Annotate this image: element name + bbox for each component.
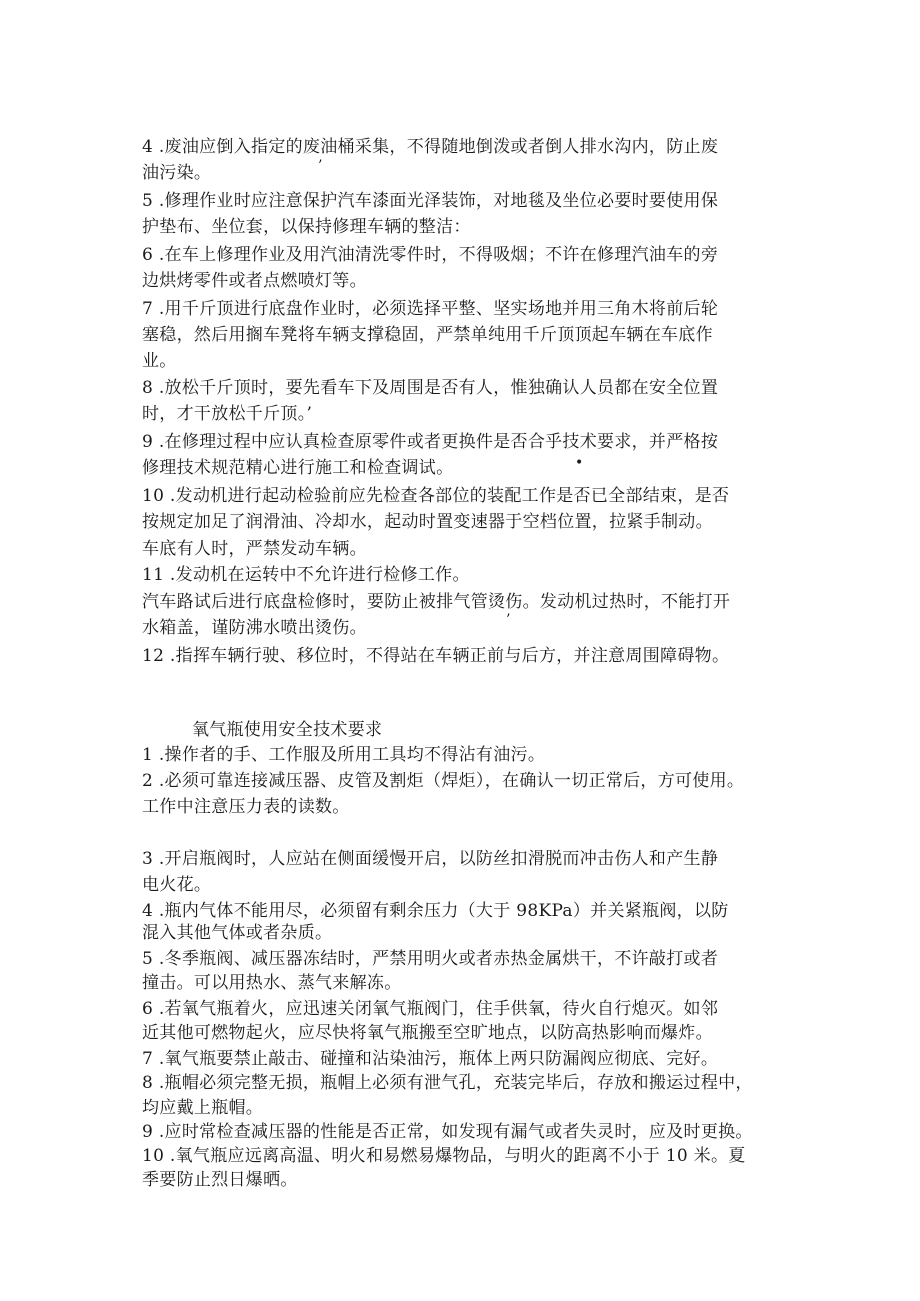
paragraph-line: 8 .放松千斤顶时，要先看车下及周围是否有人，惟独确认人员都在安全位置 <box>142 378 719 398</box>
paragraph-line: 油污染。 <box>142 163 212 183</box>
paragraph-line: 混入其他气体或者杂质。 <box>142 923 333 943</box>
paragraph-line: 水箱盖，谨防沸水喷出烫伤。 <box>142 618 367 638</box>
paragraph-line: 时，才干放松千斤顶。’ <box>142 404 313 424</box>
paragraph-line: 5 .冬季瓶阀、减压器冻结时，严禁用明火或者赤热金属烘干，不许敲打或者 <box>142 949 719 969</box>
paragraph-line: 业。 <box>142 351 177 371</box>
paragraph-line: 车底有人时，严禁发动车辆。 <box>142 539 367 559</box>
paragraph-line: 7 .用千斤顶进行底盘作业时，必须选择平整、坚实场地并用三角木将前后轮 <box>142 299 719 319</box>
paragraph-line: 10 .氧气瓶应远离高温、明火和易燃易爆物品，与明火的距离不小于 10 米。夏 <box>142 1146 746 1166</box>
paragraph-line: 5 .修理作业时应注意保护汽车漆面光泽装饰，对地毯及坐位必要时要使用保 <box>142 191 719 211</box>
paragraph-line: 4 .瓶内气体不能用尽，必须留有剩余压力（大于 98KPa）并关紧瓶阀，以防 <box>142 901 729 921</box>
stray-mark: • <box>575 455 584 471</box>
paragraph-line: 电火花。 <box>142 875 212 895</box>
paragraph-line: 2 .必须可靠连接减压器、皮管及割炬（焊炬），在确认一切正常后，方可使用。 <box>142 771 745 791</box>
paragraph-line: 7 .氧气瓶要禁止敲击、碰撞和沾染油污，瓶体上两只防漏阀应彻底、完好。 <box>142 1049 719 1069</box>
paragraph-line: 护垫布、坐位套，以保持修理车辆的整洁： <box>142 217 471 237</box>
paragraph-line: 9 .应时常检查减压器的性能是否正常，如发现有漏气或者失灵时，应及时更换。 <box>142 1122 753 1142</box>
paragraph-line: 11 .发动机在运转中不允许进行检修工作。 <box>142 565 470 585</box>
paragraph-line: 6 .若氧气瓶着火，应迅速关闭氧气瓶阀门，住手供氧，待火自行熄灭。如邻 <box>142 999 719 1019</box>
paragraph-line: 4 .废油应倒入指定的废油桶采集，不得随地倒泼或者倒人排水沟内，防止废 <box>142 137 719 157</box>
paragraph-line: 季要防止烈日爆晒。 <box>142 1170 298 1190</box>
paragraph-line: 3 .开启瓶阀时，人应站在侧面缓慢开启，以防丝扣滑脱而冲击伤人和产生静 <box>142 849 719 869</box>
stray-mark: ’ <box>318 158 323 174</box>
paragraph-line: 9 .在修理过程中应认真检查原零件或者更换件是否合乎技术要求，并严格按 <box>142 432 719 452</box>
paragraph-line: 均应戴上瓶帽。 <box>142 1098 264 1118</box>
paragraph-line: 按规定加足了润滑油、冷却水，起动时置变速器于空档位置，拉紧手制动。 <box>142 512 713 532</box>
paragraph-line: 1 .操作者的手、工作服及所用工具均不得沾有油污。 <box>142 745 546 765</box>
paragraph-line: 近其他可燃物起火，应尽快将氧气瓶搬至空旷地点，以防高热影响而爆炸。 <box>142 1023 713 1043</box>
stray-mark: ’ <box>506 612 511 628</box>
paragraph-line: 塞稳，然后用搁车凳将车辆支撑稳固，严禁单纯用千斤顶顶起车辆在车底作 <box>142 325 713 345</box>
paragraph-line: 修理技术规范精心进行施工和检查调试。 <box>142 458 454 478</box>
paragraph-line: 10 .发动机进行起动检验前应先检查各部位的装配工作是否已全部结束，是否 <box>142 486 730 506</box>
paragraph-line: 工作中注意压力表的读数。 <box>142 797 350 817</box>
paragraph-line: 6 .在车上修理作业及用汽油清洗零件时，不得吸烟；不许在修理汽油车的旁 <box>142 245 719 265</box>
section-title: 氧气瓶使用安全技术要求 <box>192 720 383 740</box>
paragraph-line: 12 .指挥车辆行驶、移位时，不得站在车辆正前与后方，并注意周围障碍物。 <box>142 646 730 666</box>
paragraph-line: 边烘烤零件或者点燃喷灯等。 <box>142 271 367 291</box>
paragraph-line: 撞击。可以用热水、蒸气来解冻。 <box>142 973 402 993</box>
paragraph-line: 8 .瓶帽必须完整无损，瓶帽上必须有泄气孔，充装完毕后，存放和搬运过程中， <box>142 1073 753 1093</box>
paragraph-line: 汽车路试后进行底盘检修时，要防止被排气管烫伤。发动机过热时，不能打开 <box>142 592 731 612</box>
